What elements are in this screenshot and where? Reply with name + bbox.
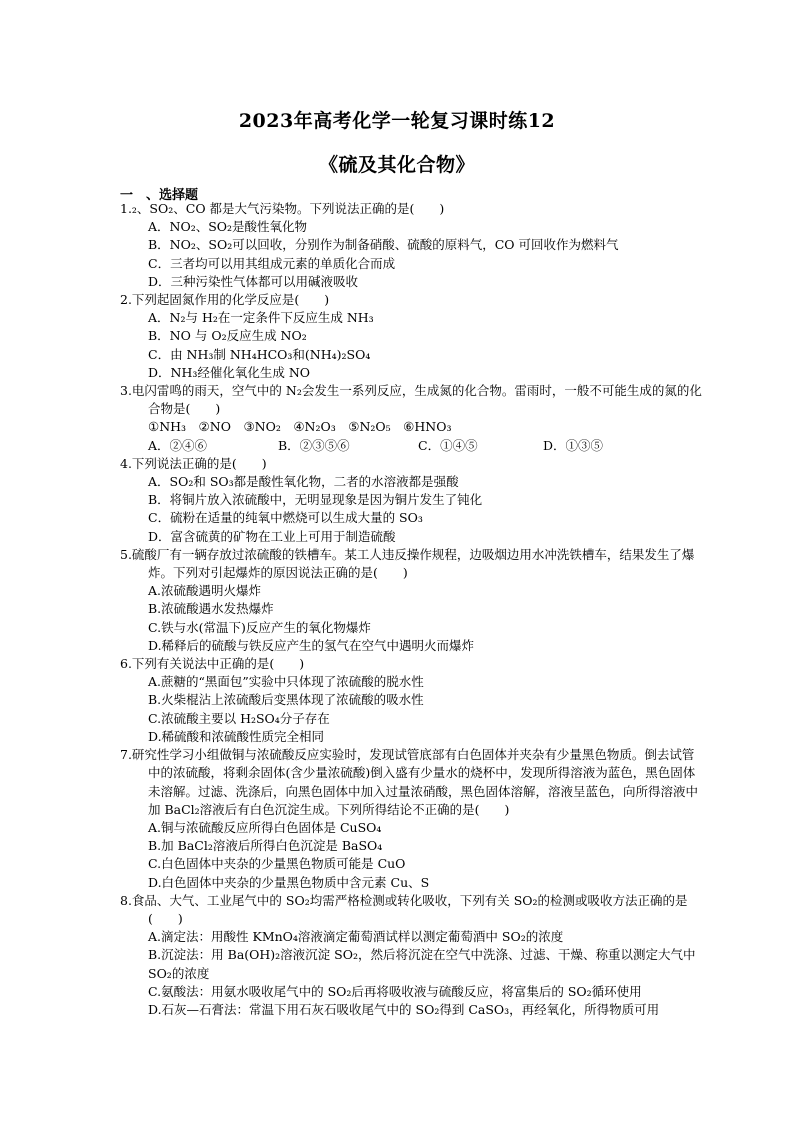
question-stem: 3.电闪雷鸣的雨天，空气中的 N₂会发生一系列反应，生成氮的化合物。雷雨时，一般不可能生成的氮的化合物是( )	[120, 383, 702, 417]
question-stem: 1.₂、SO₂、CO 都是大气污染物。下列说法正确的是( )	[120, 201, 445, 216]
option-a: A．SO₂和 SO₃都是酸性氧化物，二者的水溶液都是强酸	[148, 474, 459, 490]
option-c: C.氨酸法：用氨水吸收尾气中的 SO₂后再将吸收液与硫酸反应，将富集后的 SO₂循环使用	[148, 983, 642, 999]
option-a: A.蔗糖的“黑面包”实验中只体现了浓硫酸的脱水性	[148, 674, 424, 690]
question-5	[120, 546, 704, 655]
question-stem: 8.食品、大气、工业尾气中的 SO₂均需严格检测或转化吸收，下列有关 SO₂的检测或吸收方法正确的是( )	[120, 892, 688, 926]
option-c: C．①④⑤	[418, 437, 478, 453]
option-b: B.加 BaCl₂溶液后所得白色沉淀是 BaSO₄	[148, 838, 383, 854]
option-a: A.滴定法：用酸性 KMnO₄溶液滴定葡萄酒试样以测定葡萄酒中 SO₂的浓度	[148, 929, 564, 945]
question-2	[120, 291, 704, 382]
option-a: A.浓硫酸遇明火爆炸	[148, 583, 262, 599]
question-stem: 7.研究性学习小组做铜与浓硫酸反应实验时，发现试管底部有白色固体并夹杂有少量黑色物质。倒去试管中的浓硫酸，将剩余固体(含少量浓硫酸)倒入盛有少量水的烧杯中，发现所得溶液为蓝色，黑色固体未溶解。过滤、洗涤后，向黑色固体中加入过量浓硝酸，黑色固体溶解，溶液呈蓝色，向所得溶液中加 BaCl₂溶液后有白色沉淀生成。下列所得结论不正确的是( )	[120, 747, 699, 817]
option-b: B.火柴棍沾上浓硫酸后变黑体现了浓硫酸的吸水性	[148, 692, 424, 708]
section-heading: 一 、选择题	[120, 188, 199, 203]
option-d: D．NH₃经催化氧化生成 NO	[148, 364, 311, 380]
option-row	[120, 437, 704, 455]
option-d: D.石灰—石膏法：常温下用石灰石吸收尾气中的 SO₂得到 CaSO₃，再经氧化，所得物质可用	[148, 1001, 660, 1017]
option-b: B.沉淀法：用 Ba(OH)₂溶液沉淀 SO₂，然后将沉淀在空气中洗涤、过滤、干燥、称重以测定大气中 SO₂的浓度	[148, 947, 696, 981]
document-subtitle: 《硫及其化合物》	[318, 154, 475, 176]
option-a: A．N₂与 H₂在一定条件下反应生成 NH₃	[148, 310, 374, 326]
option-d: D.稀释后的硫酸与铁反应产生的氢气在空气中遇明火而爆炸	[148, 637, 475, 653]
option-c: C.铁与水(常温下)反应产生的氧化物爆炸	[148, 619, 371, 635]
option-a: A．NO₂、SO₂是酸性氧化物	[148, 219, 308, 235]
option-b: B.浓硫酸遇水发热爆炸	[148, 601, 274, 617]
option-d: D.稀硫酸和浓硫酸性质完全相同	[148, 728, 325, 744]
question-stem: 4.下列说法正确的是( )	[120, 455, 267, 471]
option-d: D．富含硫黄的矿物在工业上可用于制造硫酸	[148, 528, 396, 544]
compound-list: ①NH₃ ②NO ③NO₂ ④N₂O₃ ⑤N₂O₅ ⑥HNO₃	[148, 419, 452, 435]
question-list	[120, 200, 704, 1019]
option-c: C．硫粉在适量的纯氧中燃烧可以生成大量的 SO₃	[148, 510, 423, 526]
question-stem: 2.下列起固氮作用的化学反应是( )	[120, 292, 330, 308]
question-stem: 5.硫酸厂有一辆存放过浓硫酸的铁槽车。某工人违反操作规程，边吸烟边用水冲洗铁槽车，结果发生了爆炸。下列对引起爆炸的原因说法正确的是( )	[120, 546, 695, 581]
question-6	[120, 655, 704, 746]
option-a: A.铜与浓硫酸反应所得白色固体是 CuSO₄	[148, 819, 382, 835]
option-c: C.白色固体中夹杂的少量黑色物质可能是 CuO	[148, 856, 406, 872]
question-3	[120, 382, 704, 455]
question-8	[120, 892, 704, 1019]
option-a: A．②④⑥	[148, 437, 208, 453]
option-d: D.白色固体中夹杂的少量黑色物质中含元素 Cu、S	[148, 874, 430, 890]
option-c: C.浓硫酸主要以 H₂SO₄分子存在	[148, 710, 330, 726]
document-title: 2023年高考化学一轮复习课时练12	[238, 110, 556, 132]
question-4	[120, 455, 704, 546]
option-b: B．②③⑤⑥	[278, 437, 350, 453]
option-c: C．三者均可以用其组成元素的单质化合而成	[148, 255, 396, 271]
option-c: C．由 NH₃制 NH₄HCO₃和(NH₄)₂SO₄	[148, 346, 371, 362]
option-b: B．将铜片放入浓硫酸中，无明显现象是因为铜片发生了钝化	[148, 492, 483, 508]
option-b: B．NO₂、SO₂可以回收，分别作为制备硝酸、硫酸的原料气，CO 可回收作为燃料气	[148, 237, 619, 253]
question-7	[120, 746, 704, 892]
question-stem: 6.下列有关说法中正确的是( )	[120, 656, 305, 672]
option-d: D．三种污染性气体都可以用碱液吸收	[148, 273, 359, 289]
option-b: B．NO 与 O₂反应生成 NO₂	[148, 328, 307, 344]
question-1	[120, 200, 704, 291]
option-d: D．①③⑤	[543, 437, 604, 453]
